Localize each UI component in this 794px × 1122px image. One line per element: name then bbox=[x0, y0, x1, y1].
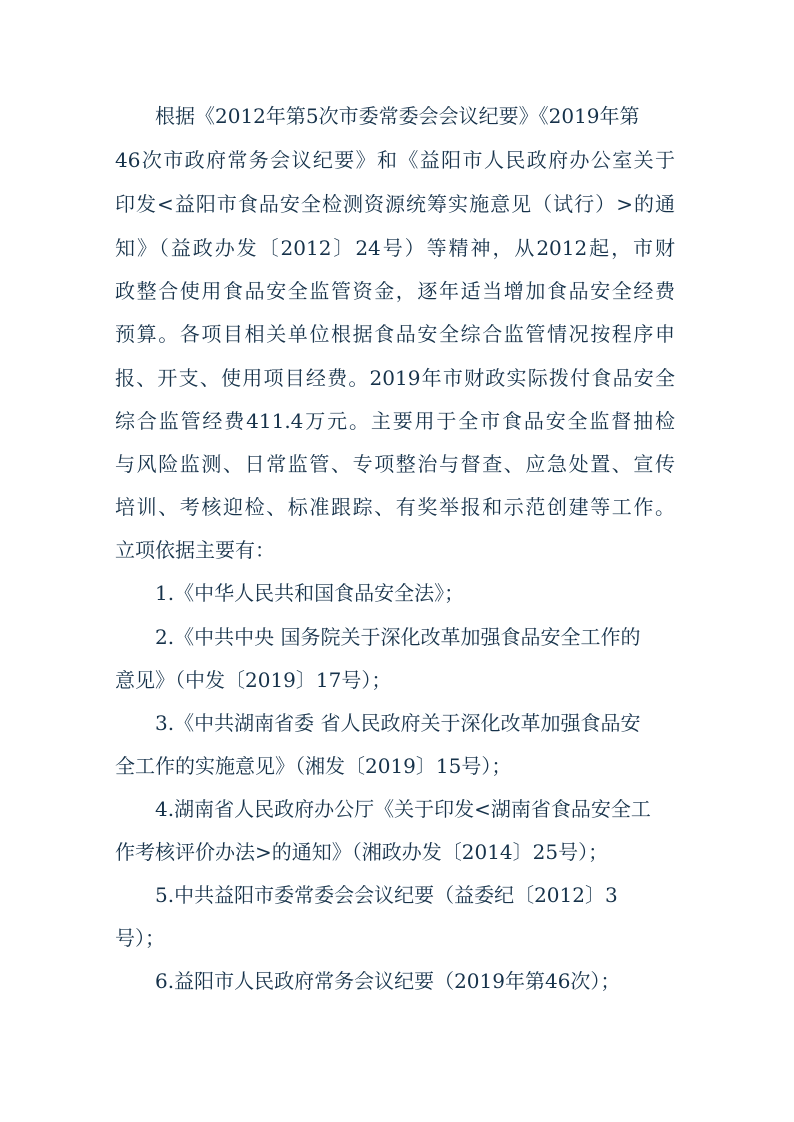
paragraph-line: 培训、考核迎检、标准跟踪、有奖举报和示范创建等工作。 bbox=[115, 495, 675, 519]
paragraph-line: 立项依据主要有： bbox=[115, 538, 275, 562]
basis-item-2-cont: 意见》（中发〔2019〕17号）； bbox=[115, 668, 392, 692]
basis-item-5-cont: 号）； bbox=[115, 926, 165, 950]
paragraph-line: 综合监管经费411.4万元。主要用于全市食品安全监督抽检 bbox=[115, 409, 675, 433]
paragraph-line: 根据《2012年第5次市委常委会会议纪要》《2019年第 bbox=[155, 104, 640, 128]
basis-item-1: 1.《中华人民共和国食品安全法》； bbox=[155, 581, 465, 605]
paragraph-line: 预算。各项目相关单位根据食品安全综合监管情况按程序申 bbox=[115, 322, 675, 346]
basis-item-4-cont: 作考核评价办法>的通知》（湘政办发〔2014〕25号）； bbox=[115, 840, 609, 864]
basis-item-5: 5.中共益阳市委常委会会议纪要（益委纪〔2012〕3 bbox=[155, 883, 618, 907]
paragraph-line: 46次市政府常务会议纪要》和《益阳市人民政府办公室关于 bbox=[115, 148, 675, 172]
basis-item-6: 6.益阳市人民政府常务会议纪要（2019年第46次）； bbox=[155, 969, 621, 993]
basis-item-4: 4.湖南省人民政府办公厅《关于印发<湖南省食品安全工 bbox=[155, 797, 651, 821]
paragraph-line: 知》（益政办发〔2012〕24号）等精神，从2012起，市财 bbox=[115, 236, 675, 260]
paragraph-line: 与风险监测、日常监管、专项整治与督查、应急处置、宣传 bbox=[115, 452, 675, 476]
paragraph-line: 报、开支、使用项目经费。2019年市财政实际拨付食品安全 bbox=[115, 366, 675, 390]
basis-item-2: 2.《中共中央 国务院关于深化改革加强食品安全工作的 bbox=[155, 625, 641, 649]
paragraph-line: 政整合使用食品安全监管资金，逐年适当增加食品安全经费 bbox=[115, 279, 675, 303]
basis-item-3-cont: 全工作的实施意见》（湘发〔2019〕15号）； bbox=[115, 754, 512, 778]
basis-item-3: 3.《中共湖南省委 省人民政府关于深化改革加强食品安 bbox=[155, 711, 641, 735]
paragraph-line: 印发<益阳市食品安全检测资源统筹实施意见（试行）>的通 bbox=[115, 192, 675, 216]
